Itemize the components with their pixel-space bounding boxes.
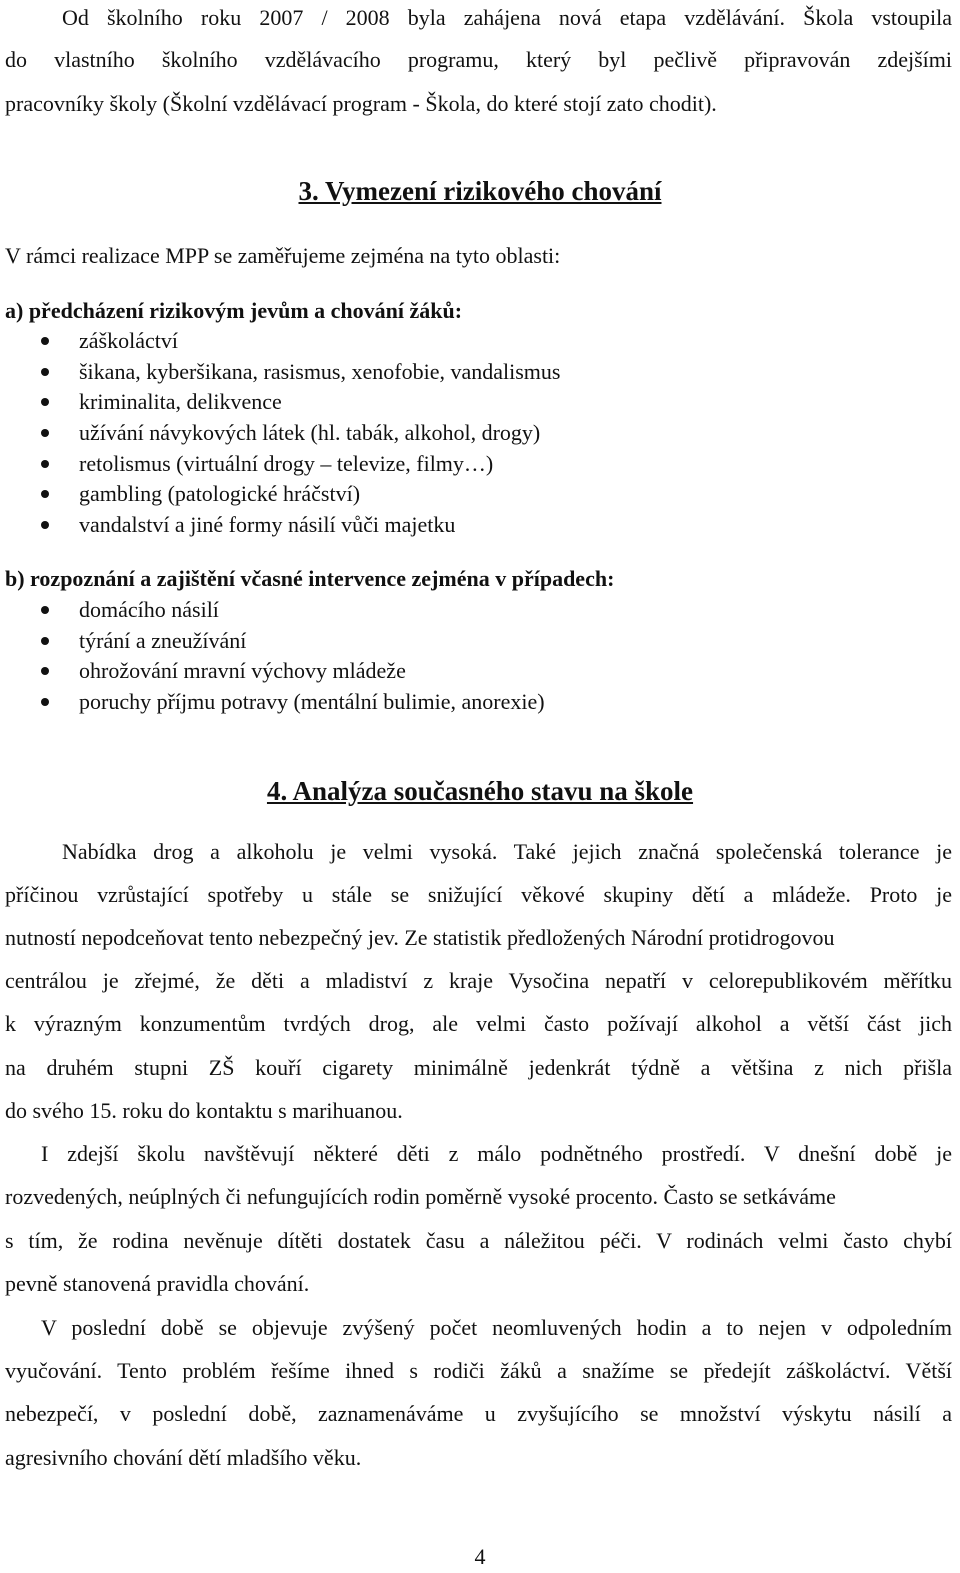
paragraph-line: I zdejší školu navštěvují některé děti z málo podnětného prostředí. V dnešní době je bbox=[41, 1141, 952, 1166]
bullet-icon bbox=[41, 606, 49, 614]
bullet-icon bbox=[41, 368, 49, 376]
paragraph-line: do svého 15. roku do kontaktu s marihuanou. bbox=[5, 1098, 403, 1123]
paragraph-line: pevně stanovená pravidla chování. bbox=[5, 1271, 310, 1296]
bullet-icon bbox=[41, 337, 49, 345]
group-b-title: b) rozpoznání a zajištění včasné intervence zejména v případech: bbox=[5, 566, 615, 591]
page-number: 4 bbox=[474, 1544, 486, 1569]
bullet-icon bbox=[41, 490, 49, 498]
paragraph-line: na druhém stupni ZŠ kouří cigarety minimálně jedenkrát týdně a většina z nich přišla bbox=[5, 1055, 952, 1080]
section-3-heading: 3. Vymezení rizikového chování bbox=[298, 176, 662, 206]
bullet-icon bbox=[41, 667, 49, 675]
group-a-title: a) předcházení rizikovým jevům a chování žáků: bbox=[5, 298, 463, 323]
section-4-heading: 4. Analýza současného stavu na škole bbox=[266, 776, 694, 806]
paragraph-line: Nabídka drog a alkoholu je velmi vysoká. Také jejich značná společenská tolerance je bbox=[62, 839, 952, 864]
paragraph-line: vyučování. Tento problém řešíme ihned s rodiči žáků a snažíme se předejít záškoláctví. Větší bbox=[5, 1358, 952, 1383]
bullet-icon bbox=[41, 698, 49, 706]
paragraph-line: V poslední době se objevuje zvýšený počet neomluvených hodin a to nejen v odpoledním bbox=[41, 1315, 952, 1340]
bullet-icon bbox=[41, 429, 49, 437]
bullet-icon bbox=[41, 637, 49, 645]
bullet-icon bbox=[41, 460, 49, 468]
paragraph-line: příčinou vzrůstající spotřeby u stále se snižující věkové skupiny dětí a mládeže. Proto je bbox=[5, 882, 952, 907]
intro-line: Od školního roku 2007 / 2008 byla zahájena nová etapa vzdělávání. Škola vstoupila bbox=[62, 5, 952, 30]
paragraph-line: agresivního chování dětí mladšího věku. bbox=[5, 1445, 362, 1470]
paragraph-line: s tím, že rodina nevěnuje dítěti dostatek času a náležitou péči. V rodinách velmi často chybí bbox=[5, 1228, 952, 1253]
intro-line: do vlastního školního vzdělávacího programu, který byl pečlivě připravován zdejšími bbox=[5, 47, 952, 72]
paragraph-line: centrálou je zřejmé, že děti a mladiství z kraje Vysočina nepatří v celorepublikovém měřítku bbox=[5, 968, 952, 993]
paragraph-line: rozvedených, neúplných či nefungujících rodin poměrně vysoké procento. Často se setkáváme bbox=[5, 1184, 836, 1209]
paragraph-line: nebezpečí, v poslední době, zaznamenáváme u zvyšujícího se množství výskytu násilí a bbox=[5, 1401, 952, 1426]
paragraph-line: k výrazným konzumentům tvrdých drog, ale velmi často požívají alkohol a větší část jich bbox=[5, 1011, 952, 1036]
intro-line: pracovníky školy (Školní vzdělávací program - Škola, do které stojí zato chodit). bbox=[5, 91, 717, 116]
bullet-icon bbox=[41, 398, 49, 406]
paragraph-line: nutností nepodceňovat tento nebezpečný jev. Ze statistik předložených Národní protidrogovou bbox=[5, 925, 835, 950]
bullet-icon bbox=[41, 521, 49, 529]
section-3-lead: V rámci realizace MPP se zaměřujeme zejména na tyto oblasti: bbox=[5, 243, 561, 268]
